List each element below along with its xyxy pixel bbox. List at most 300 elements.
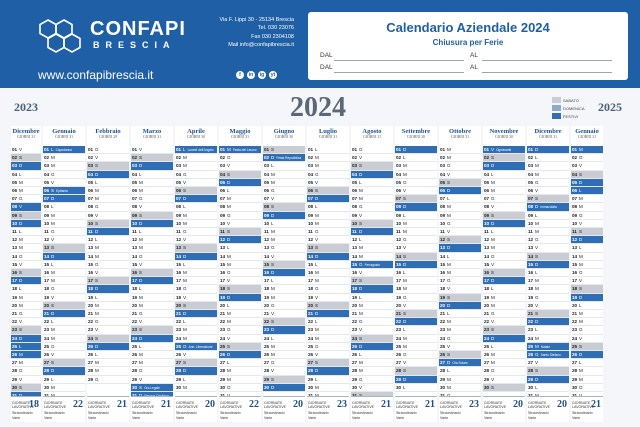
day-cell[interactable]: [351, 154, 393, 162]
day-cell[interactable]: [351, 203, 393, 211]
day-cell[interactable]: [527, 244, 569, 252]
day-cell[interactable]: [263, 343, 305, 351]
day-cell[interactable]: [175, 154, 217, 162]
day-cell[interactable]: [43, 302, 85, 310]
day-cell[interactable]: [131, 318, 173, 326]
misc-field[interactable]: Varie: [484, 416, 493, 420]
day-cell[interactable]: [219, 277, 261, 285]
day-cell[interactable]: [527, 384, 569, 392]
day-cell[interactable]: [483, 335, 525, 343]
day-cell[interactable]: [439, 179, 481, 187]
day-cell[interactable]: [351, 302, 393, 310]
day-cell[interactable]: [131, 212, 173, 220]
day-cell[interactable]: [131, 203, 173, 211]
day-cell[interactable]: [351, 187, 393, 195]
day-cell[interactable]: [131, 187, 173, 195]
day-cell[interactable]: [219, 326, 261, 334]
day-cell[interactable]: [87, 277, 129, 285]
day-cell[interactable]: [263, 302, 305, 310]
day-cell[interactable]: [43, 351, 85, 359]
day-cell[interactable]: [87, 326, 129, 334]
overtime-field[interactable]: Straordinario: [396, 411, 417, 415]
day-cell[interactable]: [571, 343, 603, 351]
day-cell[interactable]: [571, 351, 603, 359]
day-cell[interactable]: [87, 367, 129, 375]
day-cell[interactable]: [351, 236, 393, 244]
day-cell[interactable]: [483, 310, 525, 318]
day-cell[interactable]: [263, 195, 305, 203]
day-cell[interactable]: [351, 294, 393, 302]
day-cell[interactable]: [395, 253, 437, 261]
day-cell[interactable]: [307, 302, 349, 310]
day-cell[interactable]: [263, 351, 305, 359]
overtime-field[interactable]: Straordinario: [352, 411, 373, 415]
day-cell[interactable]: [43, 318, 85, 326]
day-cell[interactable]: [351, 220, 393, 228]
day-cell[interactable]: [527, 326, 569, 334]
day-cell[interactable]: [439, 203, 481, 211]
day-cell[interactable]: [395, 302, 437, 310]
day-cell[interactable]: [571, 195, 603, 203]
day-cell[interactable]: [307, 253, 349, 261]
day-cell[interactable]: [131, 351, 173, 359]
day-cell[interactable]: [483, 318, 525, 326]
day-cell[interactable]: [263, 277, 305, 285]
day-cell[interactable]: [307, 359, 349, 367]
day-cell[interactable]: [219, 212, 261, 220]
day-cell[interactable]: [175, 203, 217, 211]
day-cell[interactable]: [175, 343, 217, 351]
day-cell[interactable]: [11, 384, 41, 392]
day-cell[interactable]: [43, 171, 85, 179]
day-cell[interactable]: [219, 146, 261, 154]
day-cell[interactable]: [527, 171, 569, 179]
day-cell[interactable]: [175, 162, 217, 170]
day-cell[interactable]: [43, 343, 85, 351]
day-cell[interactable]: [527, 318, 569, 326]
day-cell[interactable]: [307, 318, 349, 326]
overtime-field[interactable]: Straordinario: [572, 411, 593, 415]
day-cell[interactable]: [527, 253, 569, 261]
day-cell[interactable]: [87, 146, 129, 154]
day-cell[interactable]: [131, 335, 173, 343]
day-cell[interactable]: [43, 228, 85, 236]
day-cell[interactable]: [395, 212, 437, 220]
day-cell[interactable]: [439, 343, 481, 351]
day-cell[interactable]: [11, 326, 41, 334]
day-cell[interactable]: [527, 359, 569, 367]
day-cell[interactable]: [43, 285, 85, 293]
day-cell[interactable]: [131, 359, 173, 367]
day-cell[interactable]: [395, 203, 437, 211]
overtime-field[interactable]: Straordinario: [528, 411, 549, 415]
day-cell[interactable]: [527, 228, 569, 236]
day-cell[interactable]: [263, 376, 305, 384]
day-cell[interactable]: [43, 367, 85, 375]
day-cell[interactable]: [395, 162, 437, 170]
day-cell[interactable]: [43, 384, 85, 392]
day-cell[interactable]: [11, 310, 41, 318]
day-cell[interactable]: [395, 187, 437, 195]
day-cell[interactable]: [571, 212, 603, 220]
day-cell[interactable]: [43, 179, 85, 187]
day-cell[interactable]: [263, 326, 305, 334]
day-cell[interactable]: [43, 244, 85, 252]
day-cell[interactable]: [483, 203, 525, 211]
day-cell[interactable]: [483, 228, 525, 236]
email-text[interactable]: Mail info@confapibrescia.it: [228, 42, 294, 49]
day-cell[interactable]: [307, 195, 349, 203]
day-cell[interactable]: [395, 195, 437, 203]
day-cell[interactable]: [175, 294, 217, 302]
day-cell[interactable]: [43, 220, 85, 228]
overtime-field[interactable]: Straordinario: [132, 411, 153, 415]
day-cell[interactable]: [439, 171, 481, 179]
misc-field[interactable]: Varie: [396, 416, 405, 420]
day-cell[interactable]: [307, 146, 349, 154]
day-cell[interactable]: [307, 162, 349, 170]
day-cell[interactable]: [219, 285, 261, 293]
day-cell[interactable]: [43, 294, 85, 302]
day-cell[interactable]: [571, 302, 603, 310]
day-cell[interactable]: [131, 294, 173, 302]
day-cell[interactable]: [131, 269, 173, 277]
day-cell[interactable]: [439, 228, 481, 236]
day-cell[interactable]: [351, 212, 393, 220]
day-cell[interactable]: [263, 335, 305, 343]
day-cell[interactable]: [483, 162, 525, 170]
day-cell[interactable]: [87, 236, 129, 244]
day-cell[interactable]: [219, 162, 261, 170]
day-cell[interactable]: [307, 171, 349, 179]
day-cell[interactable]: [307, 244, 349, 252]
day-cell[interactable]: [87, 154, 129, 162]
day-cell[interactable]: [571, 294, 603, 302]
day-cell[interactable]: [483, 236, 525, 244]
misc-field[interactable]: Varie: [176, 416, 185, 420]
day-cell[interactable]: [439, 285, 481, 293]
day-cell[interactable]: [527, 351, 569, 359]
day-cell[interactable]: [219, 335, 261, 343]
dal-input-line[interactable]: [334, 72, 464, 73]
day-cell[interactable]: [11, 318, 41, 326]
day-cell[interactable]: [11, 244, 41, 252]
day-cell[interactable]: [11, 212, 41, 220]
day-cell[interactable]: [131, 384, 173, 392]
day-cell[interactable]: [571, 318, 603, 326]
day-cell[interactable]: [571, 154, 603, 162]
day-cell[interactable]: [175, 171, 217, 179]
day-cell[interactable]: [439, 376, 481, 384]
al-input-line[interactable]: [482, 72, 612, 73]
day-cell[interactable]: [439, 195, 481, 203]
day-cell[interactable]: [43, 195, 85, 203]
day-cell[interactable]: [439, 187, 481, 195]
day-cell[interactable]: [43, 269, 85, 277]
day-cell[interactable]: [351, 162, 393, 170]
day-cell[interactable]: [351, 146, 393, 154]
day-cell[interactable]: [87, 220, 129, 228]
day-cell[interactable]: [307, 376, 349, 384]
day-cell[interactable]: [351, 253, 393, 261]
day-cell[interactable]: [11, 302, 41, 310]
day-cell[interactable]: [219, 269, 261, 277]
day-cell[interactable]: [439, 302, 481, 310]
day-cell[interactable]: [87, 203, 129, 211]
day-cell[interactable]: [175, 244, 217, 252]
day-cell[interactable]: [219, 351, 261, 359]
day-cell[interactable]: [11, 294, 41, 302]
day-cell[interactable]: [219, 384, 261, 392]
day-cell[interactable]: [175, 351, 217, 359]
day-cell[interactable]: [571, 220, 603, 228]
al-input-line[interactable]: [482, 60, 612, 61]
overtime-field[interactable]: Straordinario: [220, 411, 241, 415]
day-cell[interactable]: [527, 277, 569, 285]
day-cell[interactable]: [307, 187, 349, 195]
day-cell[interactable]: [439, 310, 481, 318]
day-cell[interactable]: [43, 146, 85, 154]
day-cell[interactable]: [87, 162, 129, 170]
day-cell[interactable]: [263, 261, 305, 269]
day-cell[interactable]: [307, 384, 349, 392]
day-cell[interactable]: [263, 367, 305, 375]
day-cell[interactable]: [43, 277, 85, 285]
day-cell[interactable]: [11, 187, 41, 195]
day-cell[interactable]: [439, 154, 481, 162]
day-cell[interactable]: [307, 269, 349, 277]
day-cell[interactable]: [175, 269, 217, 277]
day-cell[interactable]: [11, 261, 41, 269]
day-cell[interactable]: [219, 203, 261, 211]
day-cell[interactable]: [263, 228, 305, 236]
day-cell[interactable]: [527, 310, 569, 318]
day-cell[interactable]: [395, 359, 437, 367]
day-cell[interactable]: [351, 326, 393, 334]
day-cell[interactable]: [307, 261, 349, 269]
day-cell[interactable]: [483, 277, 525, 285]
day-cell[interactable]: [395, 351, 437, 359]
day-cell[interactable]: [219, 318, 261, 326]
misc-field[interactable]: Varie: [440, 416, 449, 420]
day-cell[interactable]: [351, 376, 393, 384]
day-cell[interactable]: [351, 244, 393, 252]
day-cell[interactable]: [351, 359, 393, 367]
day-cell[interactable]: [307, 277, 349, 285]
day-cell[interactable]: [483, 244, 525, 252]
day-cell[interactable]: [439, 162, 481, 170]
day-cell[interactable]: [395, 171, 437, 179]
day-cell[interactable]: [219, 376, 261, 384]
day-cell[interactable]: [351, 351, 393, 359]
day-cell[interactable]: [263, 162, 305, 170]
day-cell[interactable]: [263, 146, 305, 154]
day-cell[interactable]: [307, 154, 349, 162]
overtime-field[interactable]: Straordinario: [12, 411, 33, 415]
day-cell[interactable]: [131, 285, 173, 293]
day-cell[interactable]: [43, 154, 85, 162]
day-cell[interactable]: [175, 195, 217, 203]
day-cell[interactable]: [527, 187, 569, 195]
day-cell[interactable]: [219, 187, 261, 195]
day-cell[interactable]: [263, 384, 305, 392]
day-cell[interactable]: [527, 302, 569, 310]
day-cell[interactable]: [87, 351, 129, 359]
day-cell[interactable]: [175, 335, 217, 343]
day-cell[interactable]: [483, 359, 525, 367]
day-cell[interactable]: [131, 195, 173, 203]
day-cell[interactable]: [395, 244, 437, 252]
day-cell[interactable]: [307, 335, 349, 343]
day-cell[interactable]: [87, 318, 129, 326]
day-cell[interactable]: [483, 384, 525, 392]
day-cell[interactable]: [43, 253, 85, 261]
day-cell[interactable]: [571, 162, 603, 170]
day-cell[interactable]: [571, 253, 603, 261]
day-cell[interactable]: [87, 335, 129, 343]
day-cell[interactable]: [483, 212, 525, 220]
day-cell[interactable]: [439, 253, 481, 261]
day-cell[interactable]: [43, 359, 85, 367]
day-cell[interactable]: [439, 261, 481, 269]
day-cell[interactable]: [395, 318, 437, 326]
day-cell[interactable]: [175, 326, 217, 334]
day-cell[interactable]: [11, 195, 41, 203]
day-cell[interactable]: [483, 253, 525, 261]
day-cell[interactable]: [527, 220, 569, 228]
day-cell[interactable]: [131, 244, 173, 252]
day-cell[interactable]: [11, 179, 41, 187]
day-cell[interactable]: [87, 376, 129, 384]
day-cell[interactable]: [483, 187, 525, 195]
day-cell[interactable]: [87, 195, 129, 203]
day-cell[interactable]: [351, 285, 393, 293]
misc-field[interactable]: Varie: [88, 416, 97, 420]
overtime-field[interactable]: Straordinario: [44, 411, 65, 415]
day-cell[interactable]: [131, 376, 173, 384]
day-cell[interactable]: [571, 367, 603, 375]
day-cell[interactable]: [571, 285, 603, 293]
day-cell[interactable]: [483, 367, 525, 375]
day-cell[interactable]: [43, 376, 85, 384]
day-cell[interactable]: [395, 269, 437, 277]
day-cell[interactable]: [395, 236, 437, 244]
day-cell[interactable]: [87, 228, 129, 236]
day-cell[interactable]: [483, 220, 525, 228]
day-cell[interactable]: [527, 343, 569, 351]
day-cell[interactable]: [527, 294, 569, 302]
day-cell[interactable]: [395, 228, 437, 236]
youtube-icon[interactable]: yt: [270, 72, 276, 78]
day-cell[interactable]: [219, 220, 261, 228]
day-cell[interactable]: [439, 269, 481, 277]
day-cell[interactable]: [219, 302, 261, 310]
dal-input-line[interactable]: [334, 60, 464, 61]
day-cell[interactable]: [307, 212, 349, 220]
day-cell[interactable]: [351, 335, 393, 343]
day-cell[interactable]: [395, 326, 437, 334]
day-cell[interactable]: [439, 384, 481, 392]
day-cell[interactable]: [483, 269, 525, 277]
day-cell[interactable]: [527, 154, 569, 162]
day-cell[interactable]: [11, 162, 41, 170]
day-cell[interactable]: [483, 294, 525, 302]
day-cell[interactable]: [307, 294, 349, 302]
day-cell[interactable]: [219, 154, 261, 162]
day-cell[interactable]: [307, 351, 349, 359]
misc-field[interactable]: Varie: [44, 416, 53, 420]
day-cell[interactable]: [11, 146, 41, 154]
day-cell[interactable]: [175, 179, 217, 187]
day-cell[interactable]: [87, 212, 129, 220]
day-cell[interactable]: [395, 277, 437, 285]
day-cell[interactable]: [175, 302, 217, 310]
day-cell[interactable]: [307, 343, 349, 351]
day-cell[interactable]: [351, 310, 393, 318]
day-cell[interactable]: [11, 367, 41, 375]
day-cell[interactable]: [483, 351, 525, 359]
day-cell[interactable]: [571, 261, 603, 269]
day-cell[interactable]: [571, 376, 603, 384]
day-cell[interactable]: [263, 310, 305, 318]
day-cell[interactable]: [439, 212, 481, 220]
day-cell[interactable]: [219, 228, 261, 236]
day-cell[interactable]: [11, 269, 41, 277]
day-cell[interactable]: [11, 228, 41, 236]
day-cell[interactable]: [439, 236, 481, 244]
day-cell[interactable]: [263, 154, 305, 162]
day-cell[interactable]: [87, 310, 129, 318]
day-cell[interactable]: [11, 154, 41, 162]
day-cell[interactable]: [395, 384, 437, 392]
misc-field[interactable]: Varie: [308, 416, 317, 420]
day-cell[interactable]: [87, 187, 129, 195]
day-cell[interactable]: [527, 146, 569, 154]
day-cell[interactable]: [571, 326, 603, 334]
day-cell[interactable]: [439, 326, 481, 334]
day-cell[interactable]: [263, 285, 305, 293]
day-cell[interactable]: [439, 359, 481, 367]
day-cell[interactable]: [131, 146, 173, 154]
day-cell[interactable]: [395, 146, 437, 154]
day-cell[interactable]: [219, 261, 261, 269]
day-cell[interactable]: [131, 220, 173, 228]
day-cell[interactable]: [395, 335, 437, 343]
day-cell[interactable]: [131, 343, 173, 351]
overtime-field[interactable]: Straordinario: [484, 411, 505, 415]
day-cell[interactable]: [307, 228, 349, 236]
day-cell[interactable]: [351, 277, 393, 285]
day-cell[interactable]: [263, 220, 305, 228]
day-cell[interactable]: [11, 359, 41, 367]
day-cell[interactable]: [87, 302, 129, 310]
day-cell[interactable]: [263, 269, 305, 277]
day-cell[interactable]: [483, 146, 525, 154]
day-cell[interactable]: [219, 253, 261, 261]
day-cell[interactable]: [175, 277, 217, 285]
linkedin-icon[interactable]: in: [248, 72, 254, 78]
day-cell[interactable]: [87, 359, 129, 367]
day-cell[interactable]: [131, 171, 173, 179]
day-cell[interactable]: [219, 179, 261, 187]
day-cell[interactable]: [263, 253, 305, 261]
day-cell[interactable]: [87, 285, 129, 293]
day-cell[interactable]: [11, 171, 41, 179]
misc-field[interactable]: Varie: [264, 416, 273, 420]
day-cell[interactable]: [527, 236, 569, 244]
day-cell[interactable]: [11, 203, 41, 211]
day-cell[interactable]: [263, 203, 305, 211]
